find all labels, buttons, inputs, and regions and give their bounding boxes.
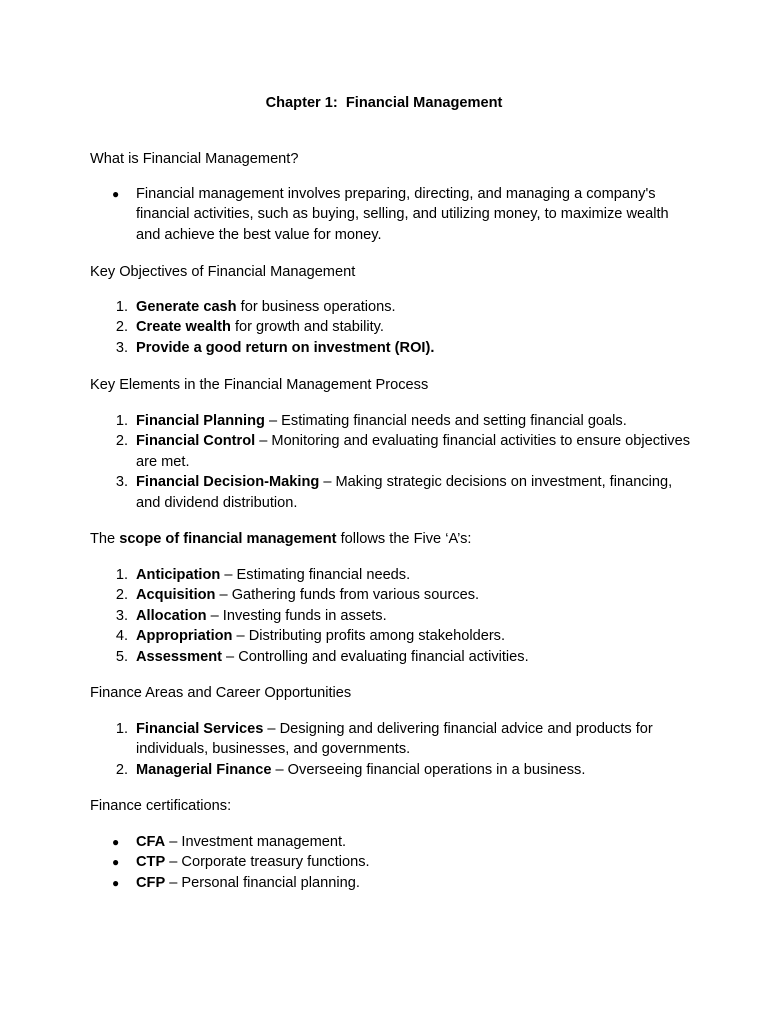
section-heading-certifications: Finance certifications: — [90, 798, 232, 814]
section-heading-what-is: What is Financial Management? — [90, 151, 299, 167]
list-item — [90, 626, 690, 646]
list-item-text: – Investment management. — [165, 834, 347, 850]
list-item — [90, 832, 690, 852]
list-number: 3. — [115, 474, 128, 491]
list-item-term: Financial Decision-Making — [136, 474, 320, 491]
list-number: 3. — [115, 607, 128, 624]
list-item-term: Allocation — [136, 607, 207, 624]
list-number: 1. — [115, 413, 128, 429]
list-number: 1. — [115, 567, 128, 583]
list-number: 4. — [115, 628, 128, 645]
numbered-list-objectives — [90, 297, 690, 358]
list-item — [90, 411, 690, 431]
numbered-list-areas — [90, 719, 690, 780]
list-item-text: for business operations. — [236, 299, 396, 315]
chapter-title: Chapter 1: Financial Management — [265, 95, 503, 111]
heading-prefix: The — [90, 531, 120, 547]
list-item — [90, 317, 690, 337]
list-item-term: Financial Control — [136, 433, 256, 450]
section-heading-elements: Key Elements in the Financial Management Process — [90, 377, 429, 393]
list-item-text: – Estimating financial needs. — [220, 567, 411, 583]
list-item — [90, 431, 690, 472]
list-item-text: Financial management involves preparing, directing, and managing a company's financial activities, such as buying, selling, and utilizing money, to maximize wealth and achieve the best value for money. — [136, 186, 669, 243]
list-number: 2. — [115, 433, 128, 450]
list-item — [90, 852, 690, 872]
list-item-text: – Making strategic decisions on investment, financing, and dividend distribution. — [136, 474, 673, 511]
list-number: 1. — [115, 721, 128, 737]
list-item-text: – Gathering funds from various sources. — [215, 587, 480, 604]
bullet-marker: ● — [112, 855, 120, 870]
section-heading-areas: Finance Areas and Career Opportunities — [90, 685, 352, 701]
list-item — [90, 606, 690, 626]
list-item — [90, 647, 690, 667]
list-item-text: – Overseeing financial operations in a business. — [271, 761, 586, 778]
list-item — [90, 719, 690, 760]
list-item-term: Assessment — [136, 648, 222, 665]
list-item-text: – Designing and delivering financial advice and products for individuals, businesses, and governments. — [136, 721, 653, 758]
list-item-text: – Investing funds in assets. — [206, 607, 387, 624]
list-item-text: – Corporate treasury functions. — [165, 854, 370, 871]
list-item — [90, 760, 690, 780]
list-item-term: Financial Planning — [136, 413, 265, 429]
numbered-list-elements — [90, 411, 690, 513]
list-number: 3. — [115, 339, 128, 356]
list-item-term: Provide a good return on investment (ROI). — [136, 339, 435, 356]
bullet-marker: ● — [112, 835, 120, 849]
list-item-term: Managerial Finance — [136, 761, 272, 778]
list-item-term: Acquisition — [136, 587, 216, 604]
list-item-term: Create wealth — [136, 319, 231, 336]
list-number: 2. — [115, 761, 128, 778]
list-item-term: CFP — [136, 874, 166, 891]
list-item-text: – Estimating financial needs and setting financial goals. — [264, 413, 627, 429]
list-number: 2. — [115, 319, 128, 336]
list-item-term: CFA — [136, 834, 166, 850]
list-item — [90, 873, 690, 893]
list-number: 1. — [115, 299, 128, 315]
list-item-text: – Controlling and evaluating financial activities. — [222, 648, 529, 665]
bullet-marker: ● — [112, 875, 120, 890]
list-item-text: for growth and stability. — [230, 319, 384, 336]
list-item-term: Financial Services — [136, 721, 264, 737]
list-item-term: Generate cash — [136, 299, 237, 315]
list-item-term: Anticipation — [136, 567, 221, 583]
list-item — [90, 585, 690, 605]
bullet-list-definition — [90, 184, 690, 245]
list-item — [90, 297, 690, 317]
heading-emphasis: scope of financial management — [119, 531, 337, 547]
list-item — [90, 565, 690, 585]
section-heading-objectives: Key Objectives of Financial Management — [90, 264, 356, 280]
list-item-text: – Personal financial planning. — [165, 874, 360, 891]
section-heading-scope — [90, 529, 690, 549]
numbered-list-five-as — [90, 565, 690, 667]
list-item-term: Appropriation — [136, 628, 233, 645]
bullet-list-certifications — [90, 832, 690, 893]
list-item-text: – Distributing profits among stakeholders. — [232, 628, 506, 645]
list-number: 5. — [115, 648, 128, 665]
list-item — [90, 472, 690, 513]
list-item-text: – Monitoring and evaluating financial activities to ensure objectives are met. — [136, 433, 691, 470]
bullet-marker: ● — [112, 187, 120, 201]
list-item-term: CTP — [136, 854, 166, 871]
heading-suffix: follows the Five ‘A’s: — [336, 531, 472, 547]
list-item — [90, 338, 690, 358]
list-item — [90, 184, 690, 245]
list-number: 2. — [115, 587, 128, 604]
